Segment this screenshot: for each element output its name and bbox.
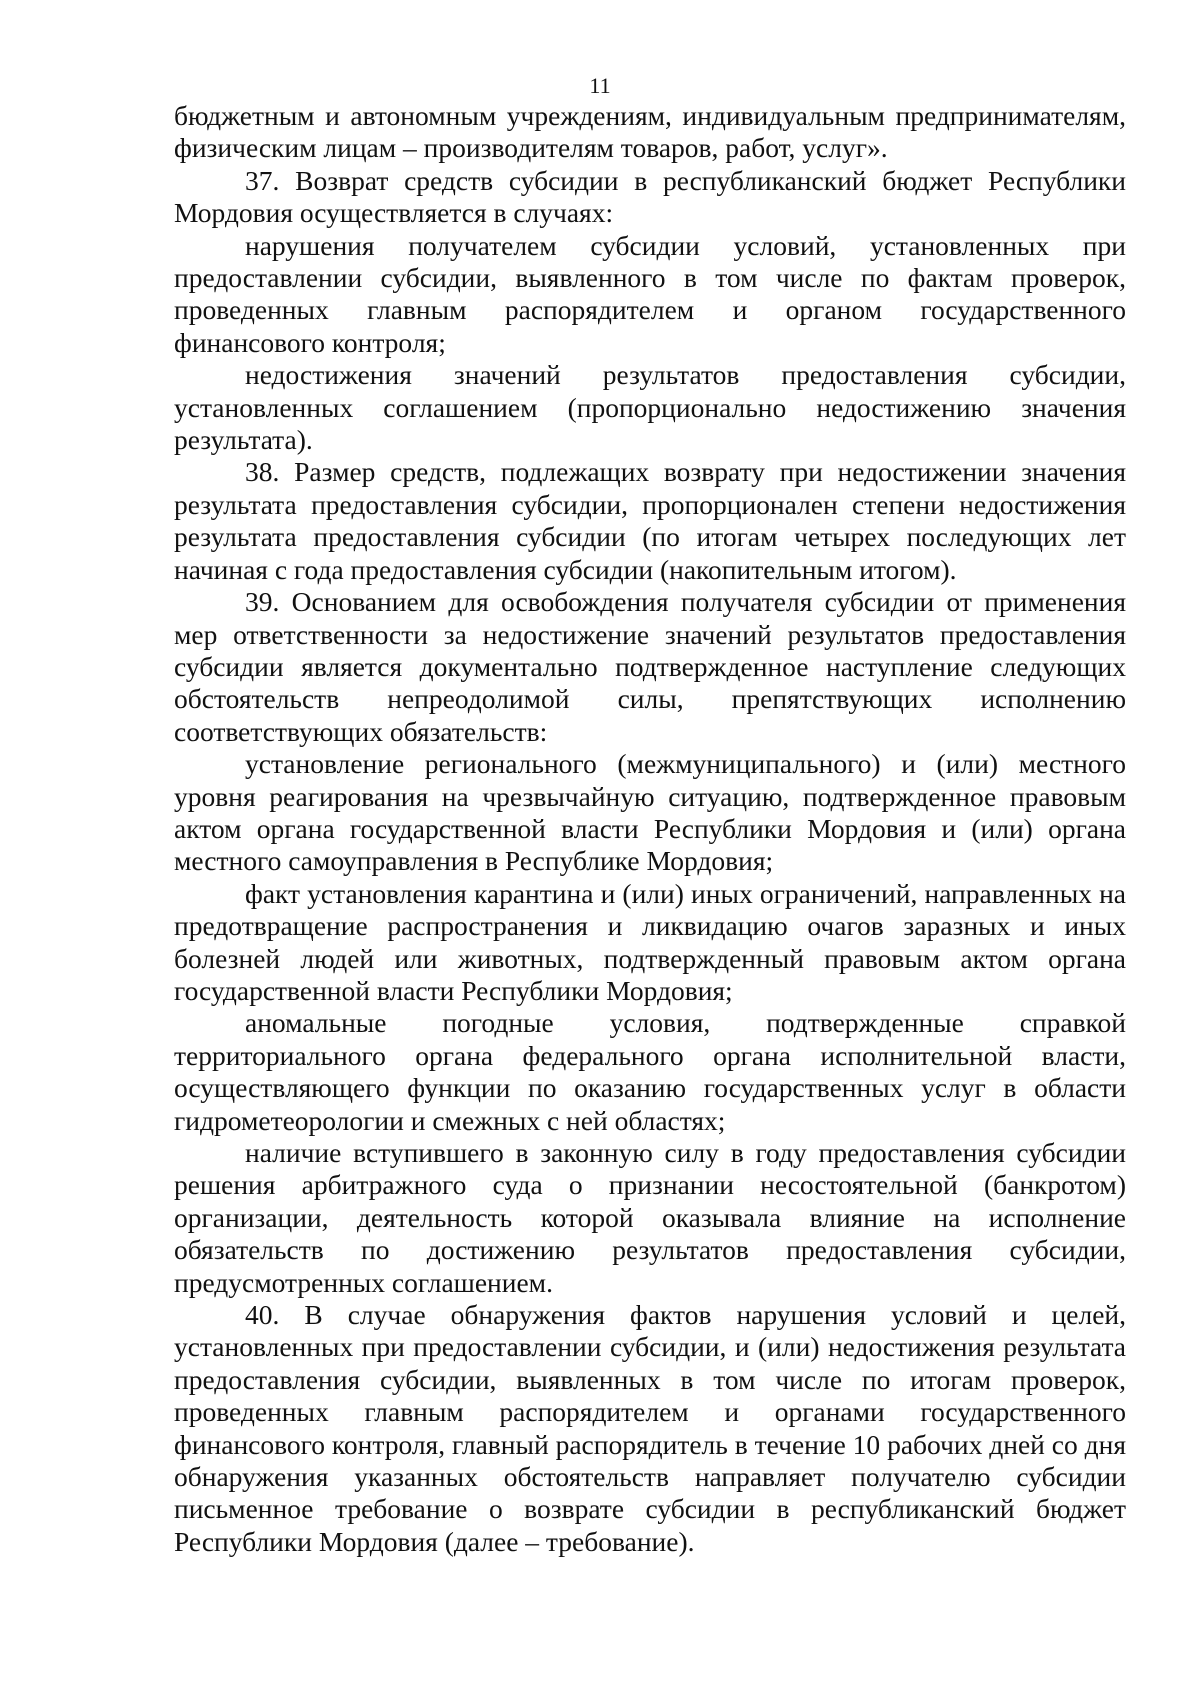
- paragraph-item-37: 37. Возврат средств субсидии в республиканский бюджет Республики Мордовия осуществляется в случаях:: [174, 164, 1126, 229]
- paragraph-case-violation: нарушения получателем субсидии условий, установленных при предоставлении субсидии, выявленного в том числе по фактам проверок, проведенных главным распорядителем и органом государственного финансового контроля;: [174, 229, 1126, 358]
- document-body: [174, 100, 1126, 1558]
- paragraph-continuation: бюджетным и автономным учреждениям, индивидуальным предпринимателям, физическим лицам – производителям товаров, работ, услуг».: [174, 100, 1126, 164]
- paragraph-circumstance-quarantine: факт установления карантина и (или) иных ограничений, направленных на предотвращение распространения и ликвидацию очагов заразных и иных болезней людей или животных, подтвержденный правовым актом органа государственной власти Республики Мордовия;: [174, 877, 1126, 1006]
- paragraph-case-non-achievement: недостижения значений результатов предоставления субсидии, установленных соглашением (пропорционально недостижению значения результата).: [174, 359, 1126, 456]
- paragraph-item-38: 38. Размер средств, подлежащих возврату при недостижении значения результата предоставления субсидии, пропорционален степени недостижения результата предоставления субсидии (по итогам четырех последующих лет начиная с года предоставления субсидии (накопительным итогом).: [174, 456, 1126, 585]
- paragraph-item-39: 39. Основанием для освобождения получателя субсидии от применения мер ответственности за недостижение значений результатов предоставления субсидии является документально подтвержденное наступление следующих обстоятельств непреодолимой силы, препятствующих исполнению соответствующих обязательств:: [174, 586, 1126, 747]
- paragraph-circumstance-bankruptcy: наличие вступившего в законную силу в году предоставления субсидии решения арбитражного суда о признании несостоятельной (банкротом) организации, деятельность которой оказывала влияние на исполнение обязательств по достижению результатов предоставления субсидии, предусмотренных соглашением.: [174, 1137, 1126, 1298]
- paragraph-item-40: 40. В случае обнаружения фактов нарушения условий и целей, установленных при предоставлении субсидии, и (или) недостижения результата предоставления субсидии, выявленных в том числе по итогам проверок, проведенных главным распорядителем и органами государственного финансового контроля, главный распорядитель в течение 10 рабочих дней со дня обнаружения указанных обстоятельств направляет получателю субсидии письменное требование о возврате субсидии в республиканский бюджет Республики Мордовия (далее – требование).: [174, 1299, 1126, 1557]
- page-number: 11: [589, 73, 611, 98]
- paragraph-circumstance-emergency: установление регионального (межмуниципального) и (или) местного уровня реагирования на чрезвычайную ситуацию, подтвержденное правовым актом органа государственной власти Республики Мордовия и (или) органа местного самоуправления в Республике Мордовия;: [174, 748, 1126, 877]
- paragraph-circumstance-weather: аномальные погодные условия, подтвержденные справкой территориального органа федерального органа исполнительной власти, осуществляющего функции по оказанию государственных услуг в области гидрометеорологии и смежных с ней областях;: [174, 1007, 1126, 1136]
